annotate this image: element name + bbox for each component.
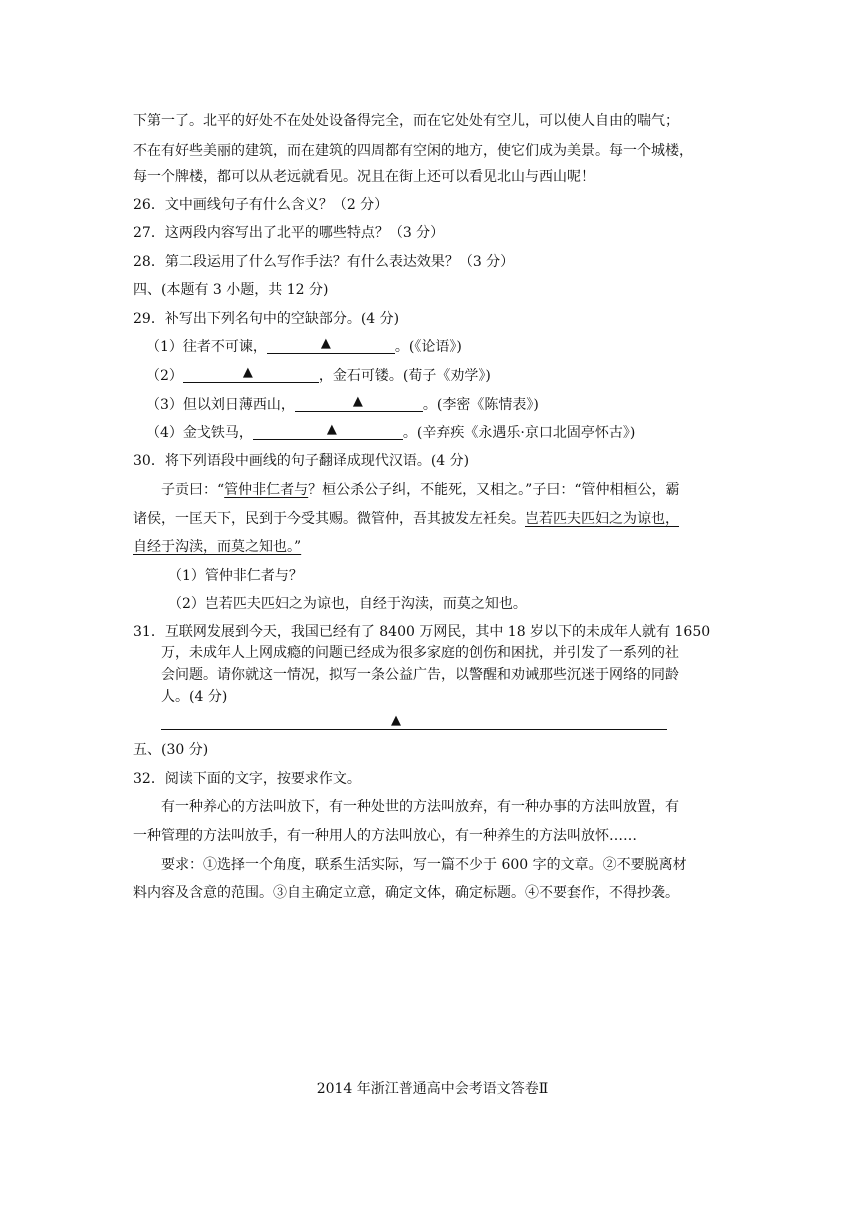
q30-sub-2: （2）岂若匹夫匹妇之为谅也，自经于沟渎，而莫之知也。: [168, 596, 527, 612]
passage-line-1: 下第一了。北平的好处不在处处设备得完全，而在它处处有空儿，可以使人自由的喘气；: [133, 113, 679, 129]
passage-line-2: 不在有好些美丽的建筑，而在建筑的四周都有空闲的地方，使它们成为美景。每一个城楼，: [133, 143, 693, 159]
question-27: 27．这两段内容写出了北平的哪些特点？（3 分）: [133, 225, 445, 241]
q30-sub-1: （1）管仲非仁者与？: [168, 568, 303, 584]
answer-blank-3[interactable]: [295, 396, 423, 412]
q30-underlined-sentence-2: 岂若匹夫匹妇之为谅也，: [525, 511, 679, 527]
q31-line-1: 31．互联网发展到今天，我国已经有了 8400 万网民，其中 18 岁以下的未成年人就有 1650: [133, 624, 711, 640]
q30-passage-line-2: [133, 509, 679, 529]
q29-item-1-after: 。(《论语》): [394, 339, 462, 355]
q29-item-3-before: （3）但以刘日薄西山，: [146, 397, 295, 413]
section-4-title: 四、(本题有 3 小题，共 12 分): [133, 282, 329, 298]
q30-underlined-sentence-2-cont: 自经于沟渎，而莫之知也。”: [133, 539, 302, 555]
q29-item-4-before: （4）金戈铁马，: [146, 425, 253, 441]
q29-item-3-after: 。(李密《陈情表》): [422, 397, 539, 413]
q29-item-2: [146, 366, 491, 386]
triangle-marker-icon: ▲: [326, 422, 337, 437]
page-footer: 2014 年浙江普通高中会考语文答卷Ⅱ: [316, 1081, 549, 1097]
section-5-title: 五、(30 分): [133, 742, 209, 758]
requirement-line-1: 要求：①选择一个角度，联系生活实际，写一篇不少于 600 字的文章。②不要脱离材: [161, 857, 687, 873]
answer-blank-4[interactable]: [253, 424, 403, 440]
passage-line-3: 每一个牌楼，都可以从老远就看见。况且在街上还可以看见北山与西山呢！: [133, 169, 595, 185]
q31-line-4: 人。(4 分): [161, 689, 228, 705]
triangle-marker-icon: ▲: [391, 713, 401, 728]
question-28: 28．第二段运用了什么写作手法？有什么表达效果？（3 分）: [133, 254, 515, 270]
material-line-2: 一种管理的方法叫放手，有一种用人的方法叫放心，有一种养生的方法叫放怀……: [133, 828, 637, 844]
q30-text: 子贡曰：“: [161, 482, 225, 498]
q29-item-4-after: 。(辛弃疾《永遇乐·京口北固亭怀古》): [402, 425, 636, 441]
q29-item-1-before: （1）往者不可谏，: [146, 339, 267, 355]
answer-blank-2[interactable]: [183, 367, 319, 383]
question-30-stem: 30．将下列语段中画线的句子翻译成现代汉语。(4 分): [133, 453, 470, 469]
answer-blank-1[interactable]: [267, 338, 395, 354]
q30-text: 诸侯，一匡天下，民到于今受其赐。微管仲，吾其披发左衽矣。: [133, 511, 525, 527]
triangle-marker-icon: ▲: [242, 365, 253, 380]
q31-line-3: 会问题。请你就这一情况，拟写一条公益广告，以警醒和劝诫那些沉迷于网络的同龄: [161, 667, 679, 683]
q31-line-2: 万，未成年人上网成瘾的问题已经成为很多家庭的创伤和困扰，并引发了一系列的社: [161, 645, 679, 661]
q29-item-2-after: ，金石可镂。(荀子《劝学》): [318, 368, 491, 384]
q30-passage-line-3: [133, 537, 301, 557]
material-line-1: 有一种养心的方法叫放下，有一种处世的方法叫放弃，有一种办事的方法叫放置，有: [161, 799, 679, 815]
question-29-stem: 29．补写出下列名句中的空缺部分。(4 分): [133, 311, 400, 327]
requirement-line-2: 料内容及含意的范围。③自主确定立意，确定文体，确定标题。④不要套作，不得抄袭。: [133, 885, 679, 901]
triangle-marker-icon: ▲: [352, 394, 363, 409]
triangle-marker-icon: ▲: [320, 336, 331, 351]
q29-item-3: [146, 395, 539, 415]
q29-item-1: [146, 337, 462, 357]
q31-answer-line[interactable]: [161, 713, 667, 730]
q30-text: ？桓公杀公子纠，不能死，又相之。”子曰：“管仲相桓公，霸: [308, 482, 680, 498]
q30-passage-line-1: [161, 480, 680, 500]
q30-underlined-sentence-1: 管仲非仁者与: [224, 482, 309, 498]
question-26: 26．文中画线句子有什么含义？（2 分）: [133, 197, 389, 213]
q29-item-4: [146, 423, 635, 443]
q29-item-2-before: （2）: [146, 368, 183, 384]
question-32: 32．阅读下面的文字，按要求作文。: [133, 771, 361, 787]
